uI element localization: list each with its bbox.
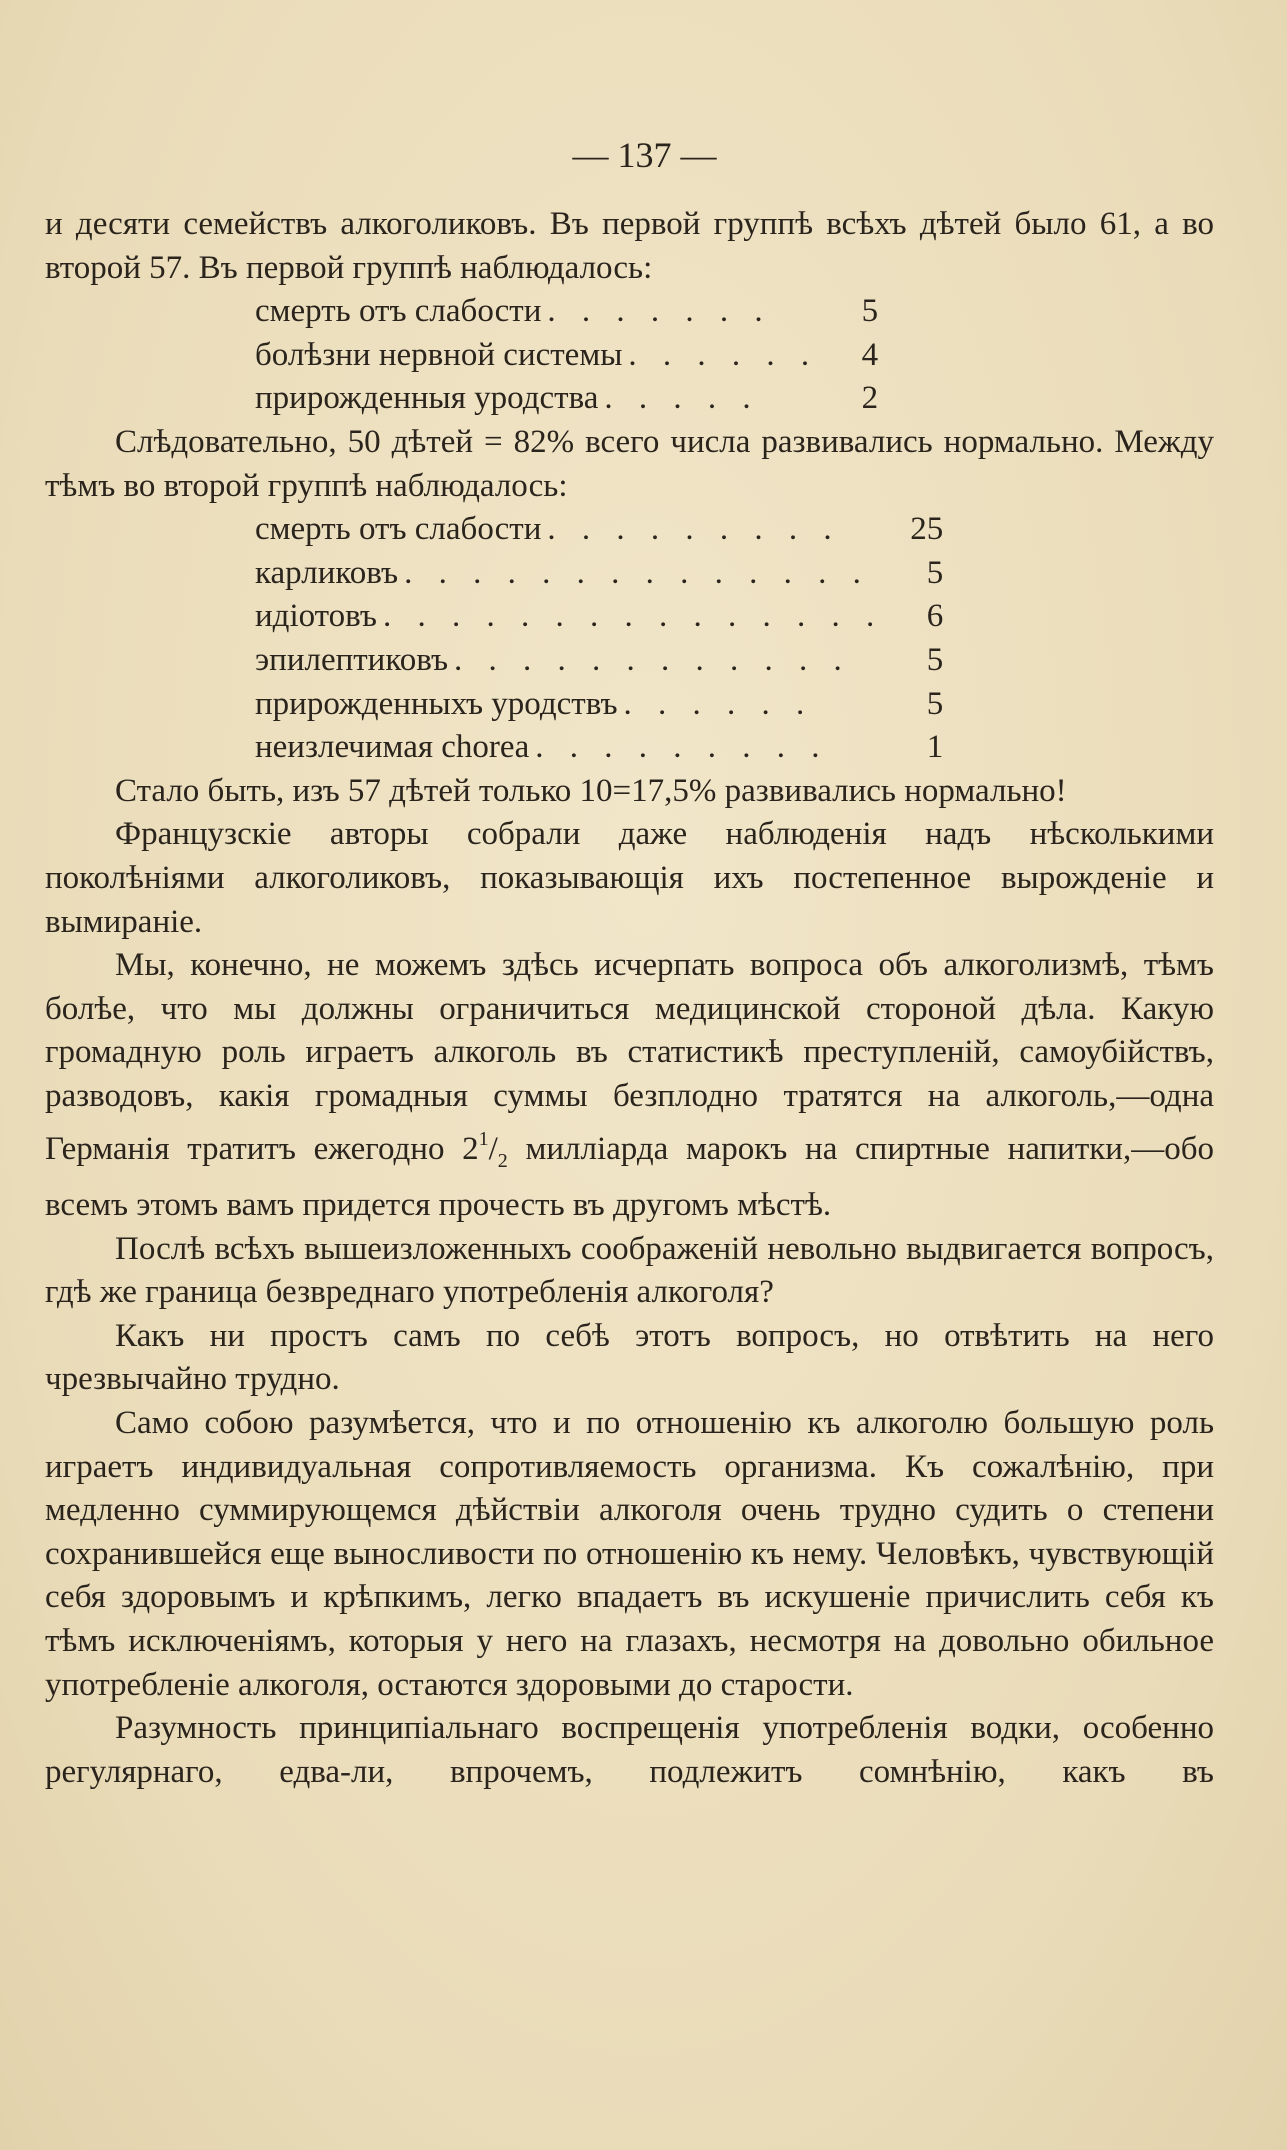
item-label: болѣзни нервной системы [255, 336, 623, 373]
page-body [45, 203, 1214, 1794]
leader-dots: . . . . . . . . . . . . . . [404, 554, 870, 591]
item-label: смерть отъ слабости [255, 511, 542, 548]
leader-dots: . . . . . [604, 380, 760, 417]
item-count: 5 [926, 554, 944, 591]
item-label: карликовъ [255, 554, 399, 591]
list-item [255, 377, 878, 421]
list-item [255, 726, 943, 770]
intro-paragraph: и десяти семействъ алкоголиковъ. Въ первой группѣ всѣхъ дѣтей было 61, а во второй 57. Въ первой группѣ наблюдалось: [45, 206, 1214, 286]
item-count: 5 [926, 641, 944, 678]
leader-dots: . . . . . . [623, 685, 814, 722]
list-item [255, 552, 943, 596]
group1-summary: Слѣдовательно, 50 дѣтей = 82% всего числа развивались нормально. Между тѣмъ во второй группѣ наблюдалось: [45, 423, 1214, 504]
paragraph-question: Послѣ всѣхъ вышеизложенныхъ соображеній невольно выдвигается вопросъ, гдѣ же граница безвреднаго употребленія алкоголя? [45, 1230, 1214, 1311]
paragraph-french-authors: Французскіе авторы собрали даже наблюденія надъ нѣсколькими поколѣніями алкоголиковъ, показывающія ихъ постепенное вырожденіе и вымираніе. [45, 816, 1214, 940]
fraction [478, 1128, 508, 1173]
item-count: 4 [861, 336, 879, 373]
list-item [255, 334, 878, 378]
item-count: 6 [926, 598, 944, 635]
leader-dots: . . . . . . [628, 336, 819, 373]
list-item [255, 639, 943, 683]
item-count: 25 [910, 511, 944, 548]
leader-dots: . . . . . . . . . [535, 729, 829, 766]
paragraph-text: Мы, конечно, не можемъ здѣсь исчерпать вопроса объ алкоголизмѣ, тѣмъ болѣе, что мы должны ограничиться медицинской стороной дѣла. Какую громадную роль играетъ алкоголь въ статистикѣ преступленій, самоубійствъ, разводовъ, какія громадныя суммы безплодно тратятся на алкоголь,—одна Германія тратитъ ежегодно 2 [45, 947, 1214, 1168]
item-label: идіотовъ [255, 598, 377, 635]
item-label: смерть отъ слабости [255, 293, 542, 330]
leader-dots: . . . . . . . . . [547, 511, 841, 548]
leader-dots: . . . . . . . . . . . . . . . [383, 598, 884, 635]
group1-observations [255, 290, 878, 421]
group2-summary: Стало быть, изъ 57 дѣтей только 10=17,5% развивались нормально! [115, 772, 1067, 809]
paragraph-prohibition: Разумность принципіальнаго воспрещенія употребленія водки, особенно регулярнаго, едва-ли, впрочемъ, подлежитъ сомнѣнію, какъ въ [45, 1710, 1214, 1790]
item-label: эпилептиковъ [255, 641, 449, 678]
list-item [255, 508, 943, 552]
fraction-numerator: 1 [478, 1128, 489, 1151]
leader-dots: . . . . . . . [547, 293, 772, 330]
paragraph-resistance: Само собою разумѣется, что и по отношенію къ алкоголю большую роль играетъ индивидуальная сопротивляемость организма. Къ сожалѣнію, при медленно суммирующемся дѣйствіи алкоголя очень трудно судить о степени сохранившейся еще выносливости по отношенію къ нему. Человѣкъ, чувствующій себя здоровымъ и крѣпкимъ, легко впадаетъ въ искушеніе причислить себя къ тѣмъ исключеніямъ, которыя у него на глазахъ, несмотря на довольно обильное употребленіе алкоголя, остаются здоровыми до старости. [45, 1405, 1214, 1703]
item-label: неизлечимая сhorea [255, 729, 530, 766]
item-count: 2 [861, 380, 879, 417]
fraction-slash: / [488, 1131, 498, 1168]
fraction-denominator: 2 [497, 1150, 508, 1173]
list-item [255, 683, 943, 727]
item-count: 5 [926, 685, 944, 722]
list-item [255, 290, 878, 334]
leader-dots: . . . . . . . . . . . . [454, 641, 851, 678]
paragraph-text: милліарда марокъ на спиртные напитки,—обо всемъ этомъ вамъ придется прочесть въ другомъ мѣстѣ. [45, 1131, 1214, 1224]
page-number: — 137 — [572, 135, 717, 175]
list-item [255, 595, 943, 639]
item-count: 5 [861, 293, 879, 330]
paragraph-scope [45, 944, 1214, 1228]
item-count: 1 [926, 729, 944, 766]
item-label: прирожденныхъ уродствъ [255, 685, 618, 722]
group2-observations [255, 508, 943, 770]
item-label: прирожденныя уродства [255, 380, 599, 417]
paragraph-difficulty: Какъ ни простъ самъ по себѣ этотъ вопросъ, но отвѣтить на него чрезвычайно трудно. [45, 1317, 1214, 1398]
